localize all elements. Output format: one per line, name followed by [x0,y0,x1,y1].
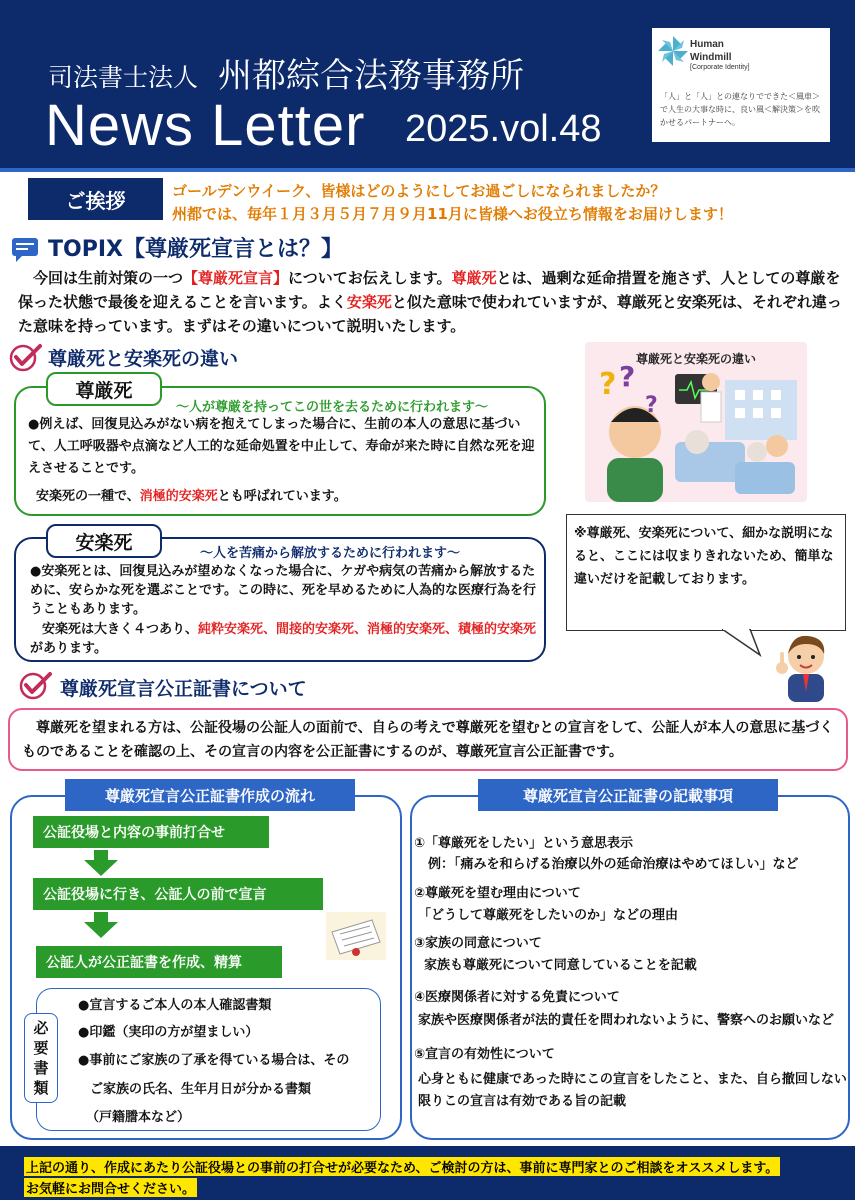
item-heading: ④医療関係者に対する免責について [414,990,620,1005]
item-detail: 家族も尊厳死について同意していることを記載 [424,958,697,973]
songenshi-text: ●例えば、回復見込みがない病を抱えてしまった場合に、生前の本人の意思に基づいて、人工呼吸器や点滴など人工的な延命処置を中止して、寿命が来た時に自然な死を迎えさせることです。 [28,417,535,476]
required-doc-item: ●宣言するご本人の本人確認書類 [78,998,272,1013]
logo-subtitle: [Corporate Identity] [690,64,750,71]
flow-step-3: 公証人が公正証書を作成、精算 [36,946,282,978]
flow-arrow-2 [84,912,118,938]
greeting-line-2: 州都では、毎年１月３月５月７月９月11月に皆様へお役立ち情報をお届けします！ [172,205,733,223]
item-detail: 例：「痛みを和らげる治療以外の延命治療はやめてほしい」など [428,857,799,872]
windmill-logo-icon [656,34,690,68]
greeting-line-1: ゴールデンウイーク、皆様はどのようにしてお過ごしになられましたか？ [172,182,666,200]
flow-arrow-1 [84,850,118,876]
firm-prefix: 司法書士法人 [48,63,199,92]
songenshi-note: 安楽死の一種で、消極的安楽死とも呼ばれています。 [36,489,347,504]
certificate-description: 尊厳死を望まれる方は、公証役場の公証人の面前で、自らの考えで尊厳死を望むとの宣言をして、公証人が本人の意思に基づくものであることを確認の上、その宣言の内容を公正証書にするのが、尊厳死宣言公正証書です。 [22,720,834,760]
topix-title: TOPIX【尊厳死宣言とは？】 [48,237,343,262]
required-docs-label: 必 要 書 類 [24,1013,58,1103]
consultant-icon [768,630,840,702]
required-doc-item: ご家族の氏名、生年月日が分かる書類 [90,1082,312,1097]
item-detail: 心身ともに健康であった時にこの宣言をしたこと、また、自ら撤回しない [418,1072,847,1087]
speech-tail-icon [722,629,762,657]
header-divider [0,168,855,172]
footer-line-1: 上記の通り、作成にあたり公証役場との事前の打合せが必要なため、ご検討の方は、事前に専門家とのご相談をオススメします。 [24,1157,780,1176]
item-heading: ②尊厳死を望む理由について [414,886,581,901]
greeting-badge: ご挨拶 [28,178,163,220]
firm-name: 州都綜合法務事務所 [218,56,524,96]
anrakushi-label: 安楽死 [46,524,162,558]
anrakushi-text: ●安楽死とは、回復見込みが望めなくなった場合に、ケガや病気の苦痛から解放するために、安らかな死を選ぶことです。この時に、死を早めるために人為的な医療行為を行うこともあります。 [30,564,536,617]
required-doc-item: ●印鑑（実印の方が望ましい） [78,1025,259,1040]
newsletter-title: News Letter [45,93,366,158]
item-detail: 限りこの宣言は有効である旨の記載 [418,1094,627,1109]
certificate-heading: 尊厳死宣言公正証書について [60,678,307,700]
logo-name: Human Windmill [690,39,732,63]
anrakushi-tagline: ～人を苦痛から解放するために行われます～ [200,546,461,561]
svg-text:?: ? [619,360,636,393]
message-icon [8,236,42,262]
checkmark-icon [18,670,54,700]
newsletter-issue: 2025.vol.48 [405,108,602,150]
flow-title: 尊厳死宣言公正証書作成の流れ [65,779,355,811]
songenshi-label: 尊厳死 [46,372,162,406]
songenshi-tagline: ～人が尊厳を持ってこの世を去るために行われます～ [176,400,489,415]
required-doc-item: （戸籍謄本など） [86,1110,191,1125]
illustration-title: 尊厳死と安楽死の違い [635,352,756,366]
required-doc-item: ●事前にご家族の了承を得ている場合は、その [78,1053,350,1068]
side-note-text: ※尊厳死、安楽死について、細かな説明になると、ここには収まりきれないため、簡単な違いだけを記載しております。 [574,526,834,587]
footer-line-2: お気軽にお問合せください。 [24,1178,197,1197]
flow-step-1: 公証役場と内容の事前打合せ [33,816,269,848]
logo-tagline: 「人」と「人」との連なりでできた＜風車＞で人生の大事な時に、良い風＜解決策＞を吹かせるパートナーへ。 [660,92,820,127]
svg-text:?: ? [645,393,658,418]
flow-step-2: 公証役場に行き、公証人の前で宣言 [33,878,323,910]
item-heading: ⑤宣言の有効性について [414,1047,555,1062]
items-title: 尊厳死宣言公正証書の記載事項 [478,779,778,811]
document-scroll-icon [326,912,386,960]
item-detail: 家族や医療関係者が法的責任を問われないように、警察へのお願いなど [418,1013,835,1028]
difference-heading: 尊厳死と安楽死の違い [48,348,239,370]
svg-text:?: ? [599,367,617,402]
anrakushi-note: 安楽死は大きく４つあり、純粋安楽死、間接的安楽死、消極的安楽死、積極的安楽死があります。 [30,622,537,656]
intro-paragraph: 今回は生前対策の一つ【尊厳死宣言】についてお伝えします。尊厳死とは、過剰な延命措置を施さず、人としての尊厳を保った状態で最後を迎えることを言います。よく安楽死と似た意味で使われていますが、尊厳死と安楽死は、それぞれ違った意味を持っています。まずはその違いについて説明いたします。 [18,269,842,335]
item-heading: ③家族の同意について [414,936,542,951]
checkmark-icon [8,342,44,372]
item-heading: ①「尊厳死をしたい」という意思表示 [414,836,634,851]
item-detail: 「どうして尊厳死をしたいのか」などの理由 [418,908,679,923]
